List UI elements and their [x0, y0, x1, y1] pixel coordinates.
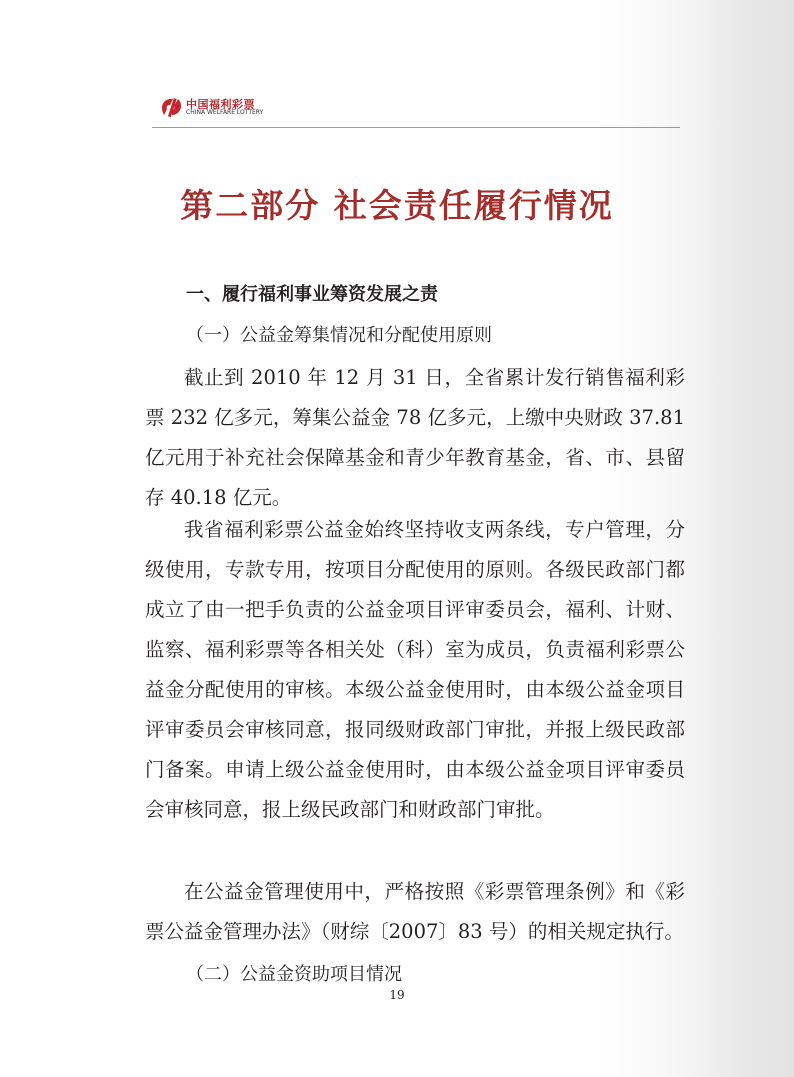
paragraph-1: 截止到 2010 年 12 月 31 日，全省累计发行销售福利彩票 232 亿多元，筹集公益金 78 亿多元，上缴中央财政 37.81 亿元用于补充社会保障基金和青少年教育基金，省、市、县留存 40.18 亿元。: [145, 366, 685, 509]
section-heading: 一、履行福利事业筹资发展之责: [186, 284, 438, 305]
page-number: 19: [389, 988, 405, 1002]
subsection-heading-1: （一）公益金筹集情况和分配使用原则: [186, 325, 492, 346]
subsection-heading-2: （二）公益金资助项目情况: [186, 964, 402, 985]
welfare-lottery-logo-icon: [160, 96, 184, 118]
paragraph-2: 我省福利彩票公益金始终坚持收支两条线，专户管理，分级使用，专款专用，按项目分配使用的原则。各级民政部门都成立了由一把手负责的公益金项目评审委员会，福利、计财、监察、福利彩票等各相关处（科）室为成员，负责福利彩票公益金分配使用的审核。本级公益金使用时，由本级公益金项目评审委员会审核同意，报同级财政部门审批，并报上级民政部门备案。申请上级公益金使用时，由本级公益金项目评审委员会审核同意，报上级民政部门和财政部门审批。: [145, 518, 685, 821]
page-title: 第二部分 社会责任履行情况: [180, 186, 614, 225]
logo-english-text: CHINA WELFARE LOTTERY: [186, 109, 264, 116]
logo-chinese-text: 中国福利彩票: [186, 98, 255, 111]
paragraph-3: 在公益金管理使用中，严格按照《彩票管理条例》和《彩票公益金管理办法》（财综〔2007〕83 号）的相关规定执行。: [145, 880, 685, 943]
header-divider: [152, 127, 680, 128]
